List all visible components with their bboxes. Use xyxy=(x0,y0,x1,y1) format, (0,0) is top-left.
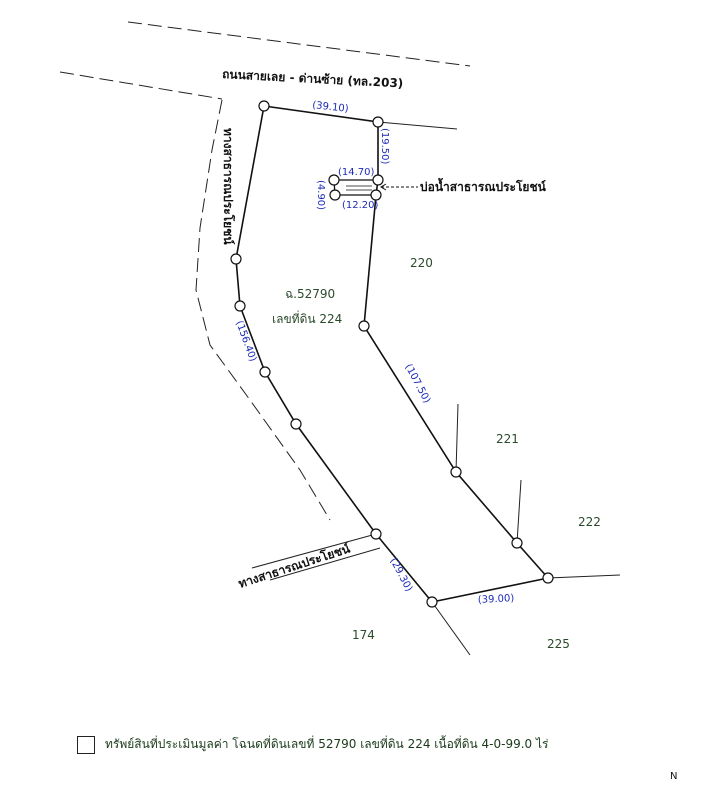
legend xyxy=(77,735,548,754)
dimension-well-side: (4.90) xyxy=(315,180,326,211)
survey-point xyxy=(427,597,437,607)
public-way-edges xyxy=(196,100,330,520)
subject-parcel-number: เลขที่ดิน 224 xyxy=(272,312,343,326)
adjacent-boundaries xyxy=(252,122,620,655)
dimension-right-diagonal: (107.50) xyxy=(402,362,433,406)
legend-text: ทรัพย์สินที่ประเมินมูลค่า โฉนดที่ดินเลขที่ 52790 เลขที่ดิน 224 เนื้อที่ดิน 4-0-99.0 ไร่ xyxy=(105,737,549,751)
boundary-220-221 xyxy=(456,404,458,472)
survey-point xyxy=(260,367,270,377)
north-mark: N xyxy=(670,771,678,782)
well-label: บ่อน้ำสาธารณประโยชน์ xyxy=(420,180,546,194)
survey-point xyxy=(291,419,301,429)
boundary-222-225 xyxy=(548,575,620,578)
highway-edge-north xyxy=(128,22,470,66)
survey-point xyxy=(330,190,340,200)
neighbor-parcel-222: 222 xyxy=(578,515,601,529)
survey-point xyxy=(543,573,553,583)
survey-point xyxy=(231,254,241,264)
dimension-top: (39.10) xyxy=(311,100,350,115)
neighbor-parcel-221: 221 xyxy=(496,432,519,446)
survey-point xyxy=(373,175,383,185)
survey-point xyxy=(512,538,522,548)
well-pointer-arrow xyxy=(381,184,418,190)
survey-point xyxy=(371,529,381,539)
survey-point xyxy=(451,467,461,477)
legend-swatch xyxy=(77,736,95,754)
neighbor-parcel-174: 174 xyxy=(352,628,375,642)
public-way-side-label: ทางสาธารณประโยชน์ xyxy=(221,128,235,245)
neighbor-parcel-225: 225 xyxy=(547,637,570,651)
dimension-left: (156.40) xyxy=(233,319,259,364)
public-way-outer-edge xyxy=(196,100,330,520)
highway-label: ถนนสายเลย - ด่านซ้าย (ทล.203) xyxy=(221,67,404,91)
subject-deed-number: ฉ.52790 xyxy=(285,287,336,301)
survey-point xyxy=(373,117,383,127)
public-way-bottom-label: ทางสาธารณประโยชน์ xyxy=(236,541,352,591)
highway-edge-south xyxy=(60,72,222,99)
survey-point xyxy=(259,101,269,111)
dimension-right-upper: (19.50) xyxy=(379,128,390,165)
dimension-well-bottom: (12.20) xyxy=(342,200,379,211)
dimension-bottom-left: (29.30) xyxy=(387,556,415,594)
survey-points xyxy=(231,101,553,607)
boundary-174-225 xyxy=(432,602,470,655)
survey-point xyxy=(235,301,245,311)
dimension-well-top: (14.70) xyxy=(338,167,375,178)
survey-point xyxy=(371,190,381,200)
neighbor-parcel-220: 220 xyxy=(410,256,433,270)
survey-point xyxy=(359,321,369,331)
dimension-bottom: (39.00) xyxy=(477,593,515,606)
highway-edges xyxy=(60,22,470,99)
boundary-221-222 xyxy=(517,480,521,543)
